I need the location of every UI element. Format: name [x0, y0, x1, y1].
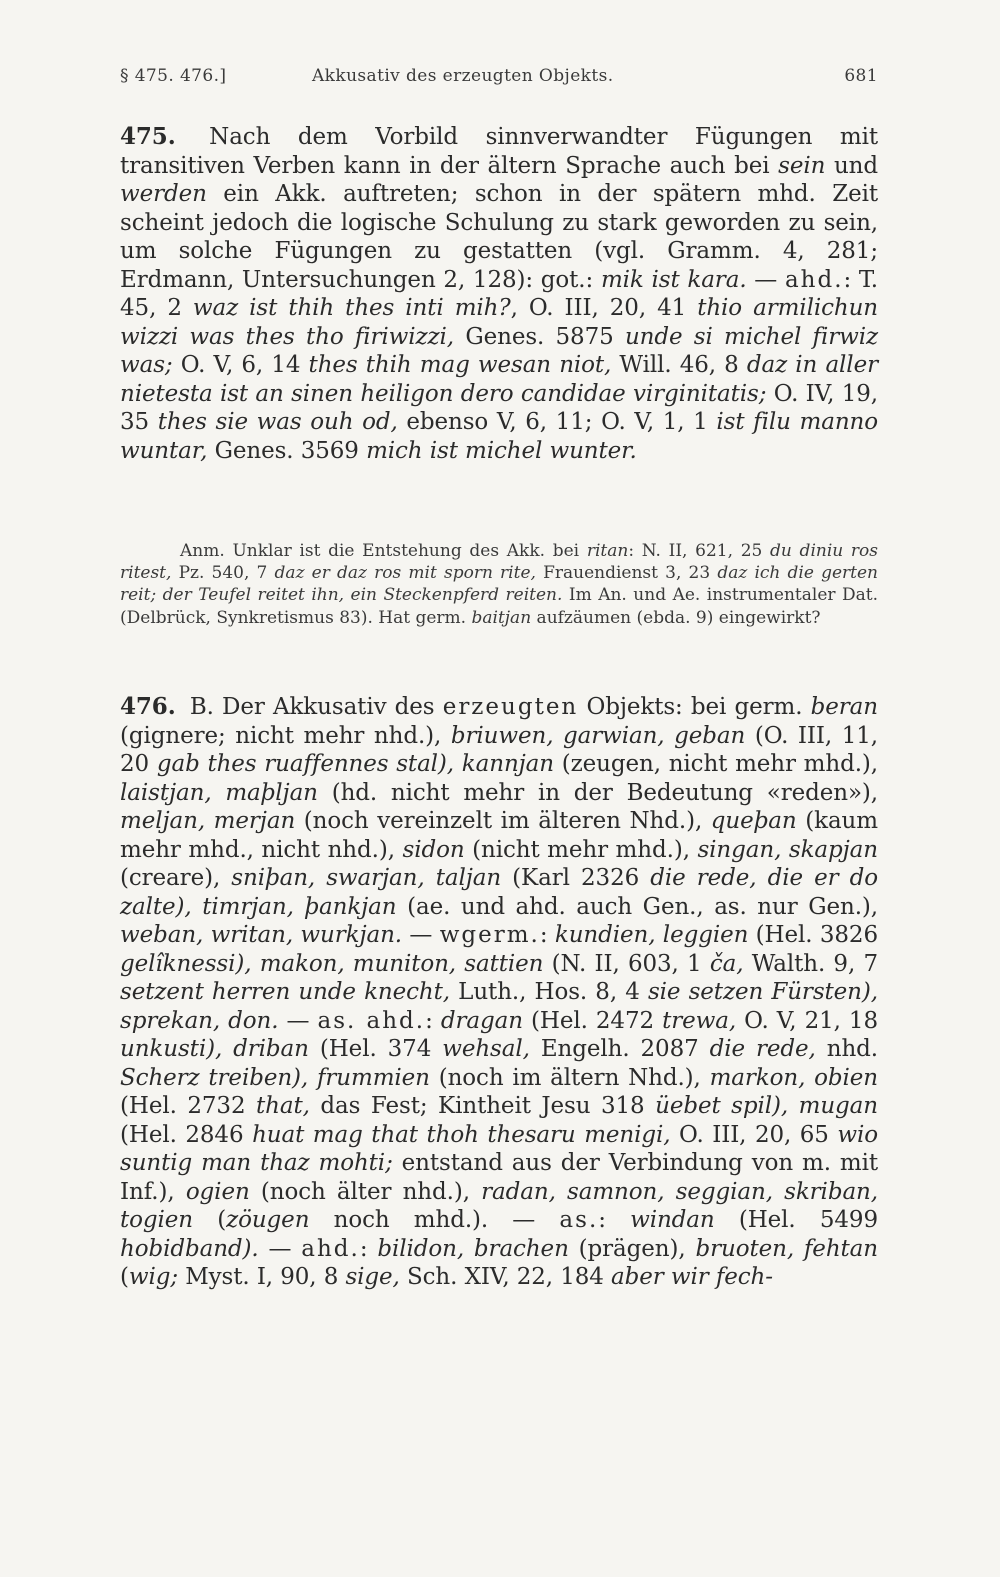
p476-text-run: gelîknessi), makon, muniton, sattien — [120, 950, 544, 977]
p476-text-run: — — [402, 922, 440, 948]
p476-text-run: (prägen), — [568, 1235, 696, 1262]
p475-text-run: O. IV, 19, 35 — [120, 380, 878, 435]
p476-text-run: meljan, merjan — [120, 808, 296, 834]
p476-text-run: huat mag that thoh thesaru menigi, — [252, 1121, 671, 1148]
p476-text-run: weban, writan, wurkjan. — [120, 922, 403, 948]
p475-text-run: Genes. 3569 — [207, 437, 367, 464]
p475-text-run: sein — [778, 152, 826, 179]
p476-text-run: Walth. 9, 7 — [743, 950, 878, 977]
p476-text-run: (Hel. 374 — [308, 1036, 443, 1062]
anm-text-run: Im An. und Ae. instrumentaler Dat. (Delbrück, Synkretismus 83). Hat germ. — [120, 585, 878, 628]
p475-text-run: ist filu manno wuntar, — [120, 409, 878, 464]
p476-text-run: (creare), — [120, 865, 232, 891]
p476-text-run: wgerm. — [439, 922, 540, 948]
paragraph-476 — [120, 693, 878, 1292]
p476-text-run: 476. — [120, 693, 176, 720]
p476-text-run: : — [539, 922, 555, 948]
p476-text-run: O. V, 21, 18 — [736, 1007, 878, 1034]
p476-text-run: wio suntig man thaz mohti; — [120, 1121, 878, 1176]
p475-text-run: thes thih mag wesan niot, — [308, 352, 612, 378]
p476-text-run: ( — [193, 1207, 227, 1233]
paragraph-475 — [120, 123, 878, 465]
p475-text-run: : T. 45, 2 — [120, 266, 878, 321]
p475-text-run: mich ist michel wunter. — [366, 437, 637, 464]
p476-text-run: Sch. XIV, 22, 184 — [399, 1264, 612, 1290]
p475-text-run: ein Akk. auftreten; schon in der spätern mhd. Zeit scheint jedoch die logische Schulung zu stark geworden zu sein, um solche Fügungen zu gestatten (vgl. Gramm. 4, 281; Erdmann, Untersuchungen 2, 128): got.: — [120, 181, 878, 293]
p476-text-run: erzeugten — [442, 694, 579, 720]
p476-text-run: ča, — [709, 950, 744, 977]
p476-text-run: (O. III, 11, 20 — [120, 722, 878, 777]
p475-text-run: mik ist kara. — [600, 266, 747, 293]
p476-text-run: die rede, — [709, 1036, 816, 1062]
p476-text-run: noch mhd.). — — [309, 1207, 560, 1233]
p476-text-run: sie setzen Fürsten), sprekan, don. — [120, 979, 878, 1034]
p476-text-run: (Hel. 2846 — [120, 1121, 253, 1148]
p476-text-run: laistjan, maþljan — [120, 779, 318, 806]
p476-text-run: hobidband). — [120, 1235, 269, 1262]
p475-text-run: Nach dem Vorbild sinnverwandter Fügungen mit transitiven Verben kann in der ältern Sprache auch bei — [120, 124, 878, 179]
p476-text-run: : — [359, 1235, 378, 1262]
p475-text-run: thio armilichun wizzi was thes tho firiwizzi, — [120, 295, 878, 350]
p476-text-run: radan, samnon, seggian, skriban, togien — [120, 1178, 878, 1233]
p476-text-run: (gignere; nicht mehr nhd.), — [120, 722, 451, 749]
p476-text-run: das Fest; Kintheit Jesu 318 — [309, 1093, 656, 1119]
p476-text-run: ogien — [185, 1178, 250, 1205]
p476-text-run: (zeugen, nicht mehr mhd.), — [554, 751, 878, 777]
p476-text-run: queþan — [710, 808, 797, 834]
p476-text-run: as. — [559, 1207, 599, 1233]
p475-text-run: thes sie was ouh od, — [157, 409, 398, 435]
p476-text-run: briuwen, garwian, geban — [450, 722, 746, 749]
p476-text-run: (nicht mehr mhd.), — [464, 836, 698, 863]
p475-text-run: und — [825, 152, 878, 179]
p476-text-run: markon, obien — [709, 1064, 878, 1091]
anm-text-run: : N. II, 621, 25 — [628, 541, 771, 561]
anm-text-run: Pz. 540, 7 — [171, 563, 275, 584]
p476-text-run: (ae. und ahd. auch Gen., as. nur Gen.), — [396, 893, 878, 920]
p475-text-run: ahd. — [784, 266, 844, 293]
p476-text-run: Scherz treiben), frummien — [120, 1064, 430, 1091]
anm-text-run: aufzäumen (ebda. 9) eingewirkt? — [531, 607, 821, 628]
anm-text-run: ritan — [586, 541, 629, 561]
annotation-note — [120, 540, 878, 629]
p476-text-run: wehsal, — [442, 1036, 530, 1062]
p476-text-run: Luth., Hos. 8, 4 — [449, 979, 648, 1005]
p476-text-run: — — [278, 1007, 318, 1034]
p476-text-run: nhd. — [815, 1036, 879, 1062]
p476-text-run: aber wir fech- — [611, 1264, 773, 1290]
p476-text-run: entstand aus der Verbindung von m. mit Inf.), — [120, 1150, 878, 1205]
p476-text-run: windan — [630, 1207, 715, 1233]
p475-text-run: unde si michel firwiz was; — [120, 323, 878, 378]
p476-text-run: (kaum mehr mhd., nicht nhd.), — [120, 808, 878, 863]
p476-text-run: (Karl 2326 — [501, 865, 651, 891]
p475-text-run: Genes. 5875 — [454, 323, 625, 350]
section-reference: § 475. 476.] — [120, 66, 227, 86]
p476-text-run: (noch älter nhd.), — [249, 1178, 482, 1205]
p476-text-run: (Hel. 3826 — [748, 922, 878, 948]
p476-text-run: that, — [256, 1093, 310, 1119]
p475-text-run: werden — [120, 181, 207, 207]
p476-text-run: sidon — [402, 836, 465, 863]
p476-text-run: bilidon, brachen — [377, 1235, 569, 1262]
p476-text-run: trewa, — [662, 1007, 737, 1034]
p475-text-run: waz ist thih thes inti mih? — [192, 295, 511, 321]
p476-text-run: ( — [120, 1264, 129, 1290]
p475-text-run: O. V, 6, 14 — [172, 352, 309, 378]
p475-text-run: Will. 46, 8 — [611, 352, 747, 378]
p476-text-run: (noch vereinzelt im älteren Nhd.), — [295, 808, 711, 834]
p476-text-run: sniþan, swarjan, taljan — [231, 865, 502, 891]
anm-text-run: daz ich die gerten reit; der Teufel reitet ihn, ein Steckenpferd reiten. — [120, 563, 878, 606]
p476-text-run: (N. II, 603, 1 — [543, 950, 710, 977]
page-number: 681 — [844, 66, 878, 86]
anm-text-run: baitjan — [471, 607, 532, 628]
p476-text-run: beran — [810, 694, 878, 720]
anm-text-run: Unklar ist die Entstehung des Akk. bei — [224, 541, 587, 561]
p476-text-run: ahd. — [301, 1235, 360, 1262]
p475-text-run: daz in aller nietesta ist an sinen heiligon dero candidae virginitatis; — [120, 352, 878, 407]
p476-text-run: dragan — [440, 1007, 523, 1034]
p476-text-run: Objekts: bei germ. — [578, 694, 811, 720]
p476-text-run: : — [598, 1207, 631, 1233]
p476-text-run: setzent herren unde knecht, — [120, 979, 450, 1005]
p476-text-run: — — [268, 1235, 302, 1262]
p476-text-run: B. Der Akkusativ des — [181, 694, 443, 720]
anm-text-run: Anm. — [180, 541, 225, 561]
p475-text-run: 475. — [120, 123, 176, 150]
p476-text-run: (noch im ältern Nhd.), — [429, 1064, 710, 1091]
p476-text-run: O. III, 20, 65 — [670, 1121, 838, 1148]
anm-text-run: du diniu ros ritest, — [120, 541, 878, 584]
p476-text-run: singan, skapjan — [697, 836, 878, 863]
p475-text-run: ebenso V, 6, 11; O. V, 1, 1 — [397, 409, 717, 435]
p476-text-run: zöugen — [226, 1207, 310, 1233]
running-title: Akkusativ des erzeugten Objekts. — [312, 66, 614, 86]
p475-text-run: , O. III, 20, 41 — [510, 295, 698, 321]
p476-text-run: (Hel. 2732 — [120, 1093, 257, 1119]
anm-text-run: Frauendienst 3, 23 — [535, 563, 718, 584]
p476-text-run: Myst. I, 90, 8 — [178, 1264, 346, 1290]
p476-text-run: Engelh. 2087 — [529, 1036, 710, 1062]
p476-text-run: kundien, leggien — [554, 922, 749, 948]
p475-text-run: — — [746, 266, 785, 293]
p476-text-run: unkusti), driban — [120, 1036, 309, 1062]
anm-text-run: daz er daz ros mit sporn rite, — [274, 563, 536, 584]
p476-text-run: (Hel. 5499 — [714, 1207, 878, 1233]
p476-text-run: as. ahd. — [317, 1007, 426, 1034]
p476-text-run: üebet spil), mugan — [655, 1093, 879, 1119]
p476-text-run: wig; — [128, 1264, 178, 1290]
p476-text-run: (hd. nicht mehr in der Bedeutung «reden»), — [317, 779, 878, 806]
p476-text-run: sige, — [345, 1264, 400, 1290]
p476-text-run: : — [425, 1007, 441, 1034]
p476-text-run: (Hel. 2472 — [522, 1007, 663, 1034]
p476-text-run: die rede, die er do zalte), timrjan, þankjan — [120, 865, 878, 920]
p476-text-run: bruoten, fehtan — [695, 1235, 878, 1262]
p476-text-run: gab thes ruaffennes stal), kannjan — [156, 751, 555, 777]
